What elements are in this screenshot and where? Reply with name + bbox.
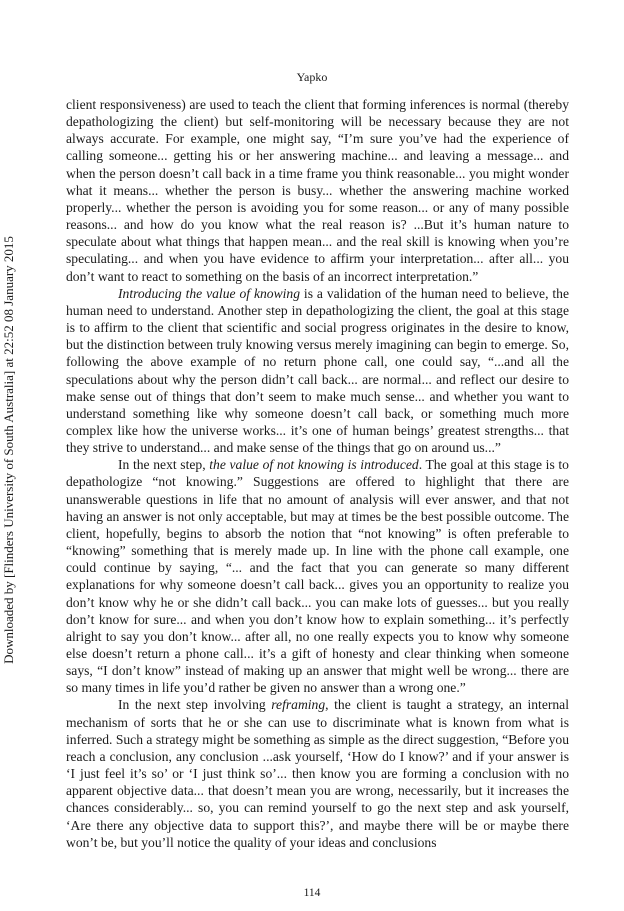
paragraph-text: . The goal at this stage is to depathologize “not knowing.” Suggestions are offered to highlight that there are unanswerable questions in life that no amount of analysis will ever answer, and that not having an answer is not only acceptable, but may at times be the best possible outcome. The client, hopefully, begins to absorb the notion that “not knowing” is often preferable to “knowing” something that is merely made up. In line with the phone call example, one could continue by saying, “... and the fact that you can generate so many different explanations for why someone doesn’t call back... gives you an opportunity to realize you don’t know why he or she didn’t call back... you can make lots of guesses... but you really don’t know for sure... and when you don’t know how to explain something... it’s perfectly alright to say you don’t know... after all, no one really expects you to know why someone else doesn’t return a phone call... it’s a gift of honesty and clear thinking when someone says, “I don’t know” instead of making up an answer that might well be wrong... there are so many times in life you’d rather be given no answer than a wrong one.”	[66, 457, 569, 696]
paragraph-text: , the client is taught a strategy, an internal mechanism of sorts that he or she can use to discriminate what is known from what is inferred. Such a strategy might be something as simple as the direct suggestion, “Before you reach a conclusion, any conclusion ...ask yourself, ‘How do I know?’ and if your answer is ‘I just feel it’s so’ or ‘I just think so’... then know you are forming a conclusion with no apparent objective data... that doesn’t mean you are wrong, necessarily, but it increases the chances considerably... so, you can remind yourself to go the next step and ask yourself, ‘Are there any objective data to support this?’, and maybe there will be or maybe there won’t be, but you’ll notice the quality of your ideas and conclusions	[66, 697, 569, 850]
download-watermark	[1, 236, 16, 664]
paragraph-text: client responsiveness) are used to teach the client that forming inferences is normal (thereby depathologizing the client) but self-monitoring will be necessary because they are not always accurate. For example, one might say, “I’m sure you’ve had the experience of calling someone... getting his or her answering machine... and leaving a message... and when the person doesn’t call back in a time frame you think reasonable... you might wonder what it means... whether the person is busy... whether the answering machine worked properly... whether the person is avoiding you for some reason... or any of many possible reasons... and how do you know what the real reason is? ...But it’s human nature to speculate about what things that happen mean... and the real skill is knowing when you’re speculating... and when you have evidence to affirm your interpretation... after all... you don’t want to react to something on the basis of an incorrect interpretation.”	[66, 97, 569, 284]
paragraph	[66, 96, 569, 285]
paragraph	[66, 456, 569, 696]
emphasis-text: the value of not knowing is introduced	[209, 457, 419, 473]
body-text	[66, 96, 569, 851]
emphasis-text: Introducing the value of knowing	[118, 285, 301, 301]
paragraph	[66, 696, 569, 850]
paragraph	[66, 285, 569, 457]
paragraph-text: is a validation of the human need to believe, the human need to understand. Another step in depathologizing the client, the goal at this stage is to affirm to the client that scientific and social progress originates in the desire to know, but the distinction between truly knowing versus merely imagining can begin to emerge. So, following the above example of no return phone call, one could say, “...and all the speculations about why the person didn’t call back... are normal... and reflect our desire to make sense out of things that don’t seem to make much sense... and whether you want to understand something like why someone doesn’t call back, or something much more complex like how the universe works... it’s one of human beings’ greatest strengths... that they strive to understand... and make sense of the things that go on around us...”	[66, 285, 569, 456]
paragraph-text: In the next step involving	[118, 697, 272, 713]
emphasis-text: reframing	[271, 697, 326, 713]
page-number: 114	[303, 887, 321, 899]
running-header: Yapko	[296, 70, 328, 84]
paragraph-text: In the next step,	[118, 457, 210, 473]
download-watermark-text: Downloaded by [Flinders University of South Australia] at 22:52 08 January 2015	[1, 236, 16, 664]
